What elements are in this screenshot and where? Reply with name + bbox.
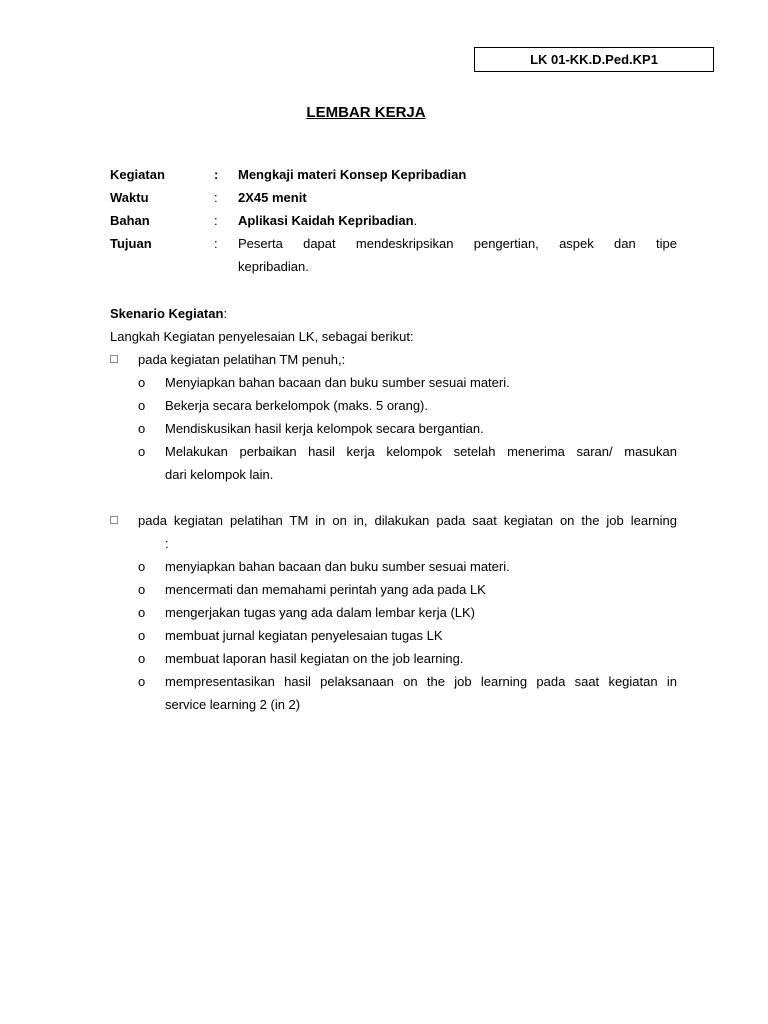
- meta-label: Bahan: [110, 213, 150, 228]
- list-item-text: Bekerja secara berkelompok (maks. 5 orang).: [165, 398, 429, 413]
- meta-colon: :: [214, 167, 219, 182]
- list-item-text: [165, 670, 677, 716]
- meta-value-suffix: .: [413, 213, 418, 228]
- meta-colon: :: [214, 213, 218, 228]
- meta-colon: :: [214, 190, 218, 205]
- circle-bullet-icon: o: [138, 375, 146, 390]
- circle-bullet-icon: o: [138, 674, 146, 689]
- scenario-heading: [110, 302, 227, 325]
- list-item-text: mencermati dan memahami perintah yang ada pada LK: [165, 582, 486, 597]
- list-item-text: mengerjakan tugas yang ada dalam lembar kerja (LK): [165, 605, 476, 620]
- list-item-line: Melakukan perbaikan hasil kerja kelompok setelah menerima saran/ masukan: [165, 444, 677, 459]
- circle-bullet-icon: o: [138, 398, 146, 413]
- circle-bullet-icon: o: [138, 651, 146, 666]
- meta-value: [238, 209, 677, 232]
- section-label-line: pada kegiatan pelatihan TM in on in, dilakukan pada saat kegiatan on the job learning: [138, 513, 677, 528]
- scenario-intro: Langkah Kegiatan penyelesaian LK, sebagai berikut:: [110, 329, 414, 344]
- circle-bullet-icon: o: [138, 605, 146, 620]
- list-item-text: [165, 440, 677, 486]
- circle-bullet-icon: o: [138, 444, 146, 459]
- list-item-line: service learning 2 (in 2): [165, 697, 301, 712]
- meta-value-text: Aplikasi Kaidah Kepribadian: [238, 213, 414, 228]
- meta-value-line: kepribadian.: [238, 259, 309, 274]
- list-item-line: mempresentasikan hasil pelaksanaan on the job learning pada saat kegiatan in: [165, 674, 677, 689]
- square-bullet-icon: [110, 355, 118, 363]
- scenario-heading-suffix: :: [223, 306, 228, 321]
- meta-value: 2X45 menit: [238, 190, 307, 205]
- circle-bullet-icon: o: [138, 582, 146, 597]
- scenario-heading-text: Skenario Kegiatan: [110, 306, 224, 321]
- meta-value-line: Peserta dapat mendeskripsikan pengertian, aspek dan tipe: [238, 236, 677, 251]
- meta-label: Tujuan: [110, 236, 152, 251]
- list-item-text: menyiapkan bahan bacaan dan buku sumber sesuai materi.: [165, 559, 510, 574]
- page-title: LEMBAR KERJA: [306, 104, 426, 121]
- section-label: [138, 509, 677, 555]
- circle-bullet-icon: o: [138, 421, 146, 436]
- list-item-text: membuat laporan hasil kegiatan on the job learning.: [165, 651, 464, 666]
- meta-value: [238, 232, 677, 278]
- circle-bullet-icon: o: [138, 628, 146, 643]
- section-label: pada kegiatan pelatihan TM penuh,:: [138, 352, 346, 367]
- circle-bullet-icon: o: [138, 559, 146, 574]
- list-item-text: Menyiapkan bahan bacaan dan buku sumber sesuai materi.: [165, 375, 510, 390]
- meta-colon: :: [214, 236, 218, 251]
- list-item-text: membuat jurnal kegiatan penyelesaian tugas LK: [165, 628, 443, 643]
- document-code: LK 01-KK.D.Ped.KP1: [530, 52, 658, 67]
- meta-label: Waktu: [110, 190, 149, 205]
- list-item-text: Mendiskusikan hasil kerja kelompok secara bergantian.: [165, 421, 484, 436]
- section-label-line: :: [165, 536, 169, 551]
- document-code-box: [474, 47, 714, 72]
- list-item-line: dari kelompok lain.: [165, 467, 274, 482]
- meta-label: Kegiatan: [110, 167, 165, 182]
- meta-value: Mengkaji materi Konsep Kepribadian: [238, 167, 467, 182]
- square-bullet-icon: [110, 516, 118, 524]
